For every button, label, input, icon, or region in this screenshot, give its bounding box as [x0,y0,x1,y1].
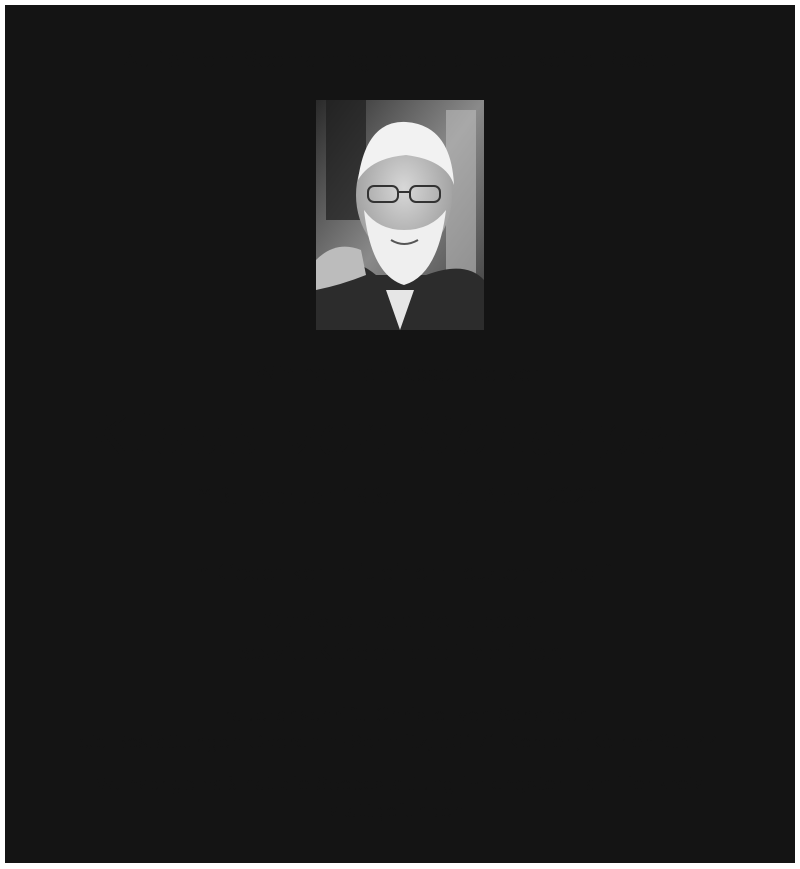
family-signature [0,605,800,669]
address-line-1: Traueranschrift: Christel von Scharpen [210,704,590,726]
portrait-photo [316,100,484,330]
motto-line: Auf einem Seemannsgrab da blühen keine Rosen. [122,48,678,73]
deceased-name: Klaus von Scharpen [88,400,712,468]
note-line-1: Wunschgemäß hat die Seebestattung im engsten Familienkreis [95,773,705,795]
note-line-2: stattgefunden. [329,800,471,822]
family-line-2: sowie Kinder mit Familien [237,640,563,666]
memory-line: In Gedenken mit einem letzten „Ahoi“ [187,561,613,586]
burial-note [0,771,800,825]
family-line-1: Christel von Scharpen [263,608,537,634]
birth-date: * 3. Februar 1935 [199,485,398,510]
mourning-address [0,702,800,756]
death-date: † 5. April 2020 [437,485,601,510]
farewell-line: Wir nehmen Abschied von [254,362,546,387]
life-dates [0,485,800,510]
address-line-2: c/o Bestattungen Oberemm-Schmitz, 50171 Kerpen, Kölner Str. 44 [78,731,722,753]
